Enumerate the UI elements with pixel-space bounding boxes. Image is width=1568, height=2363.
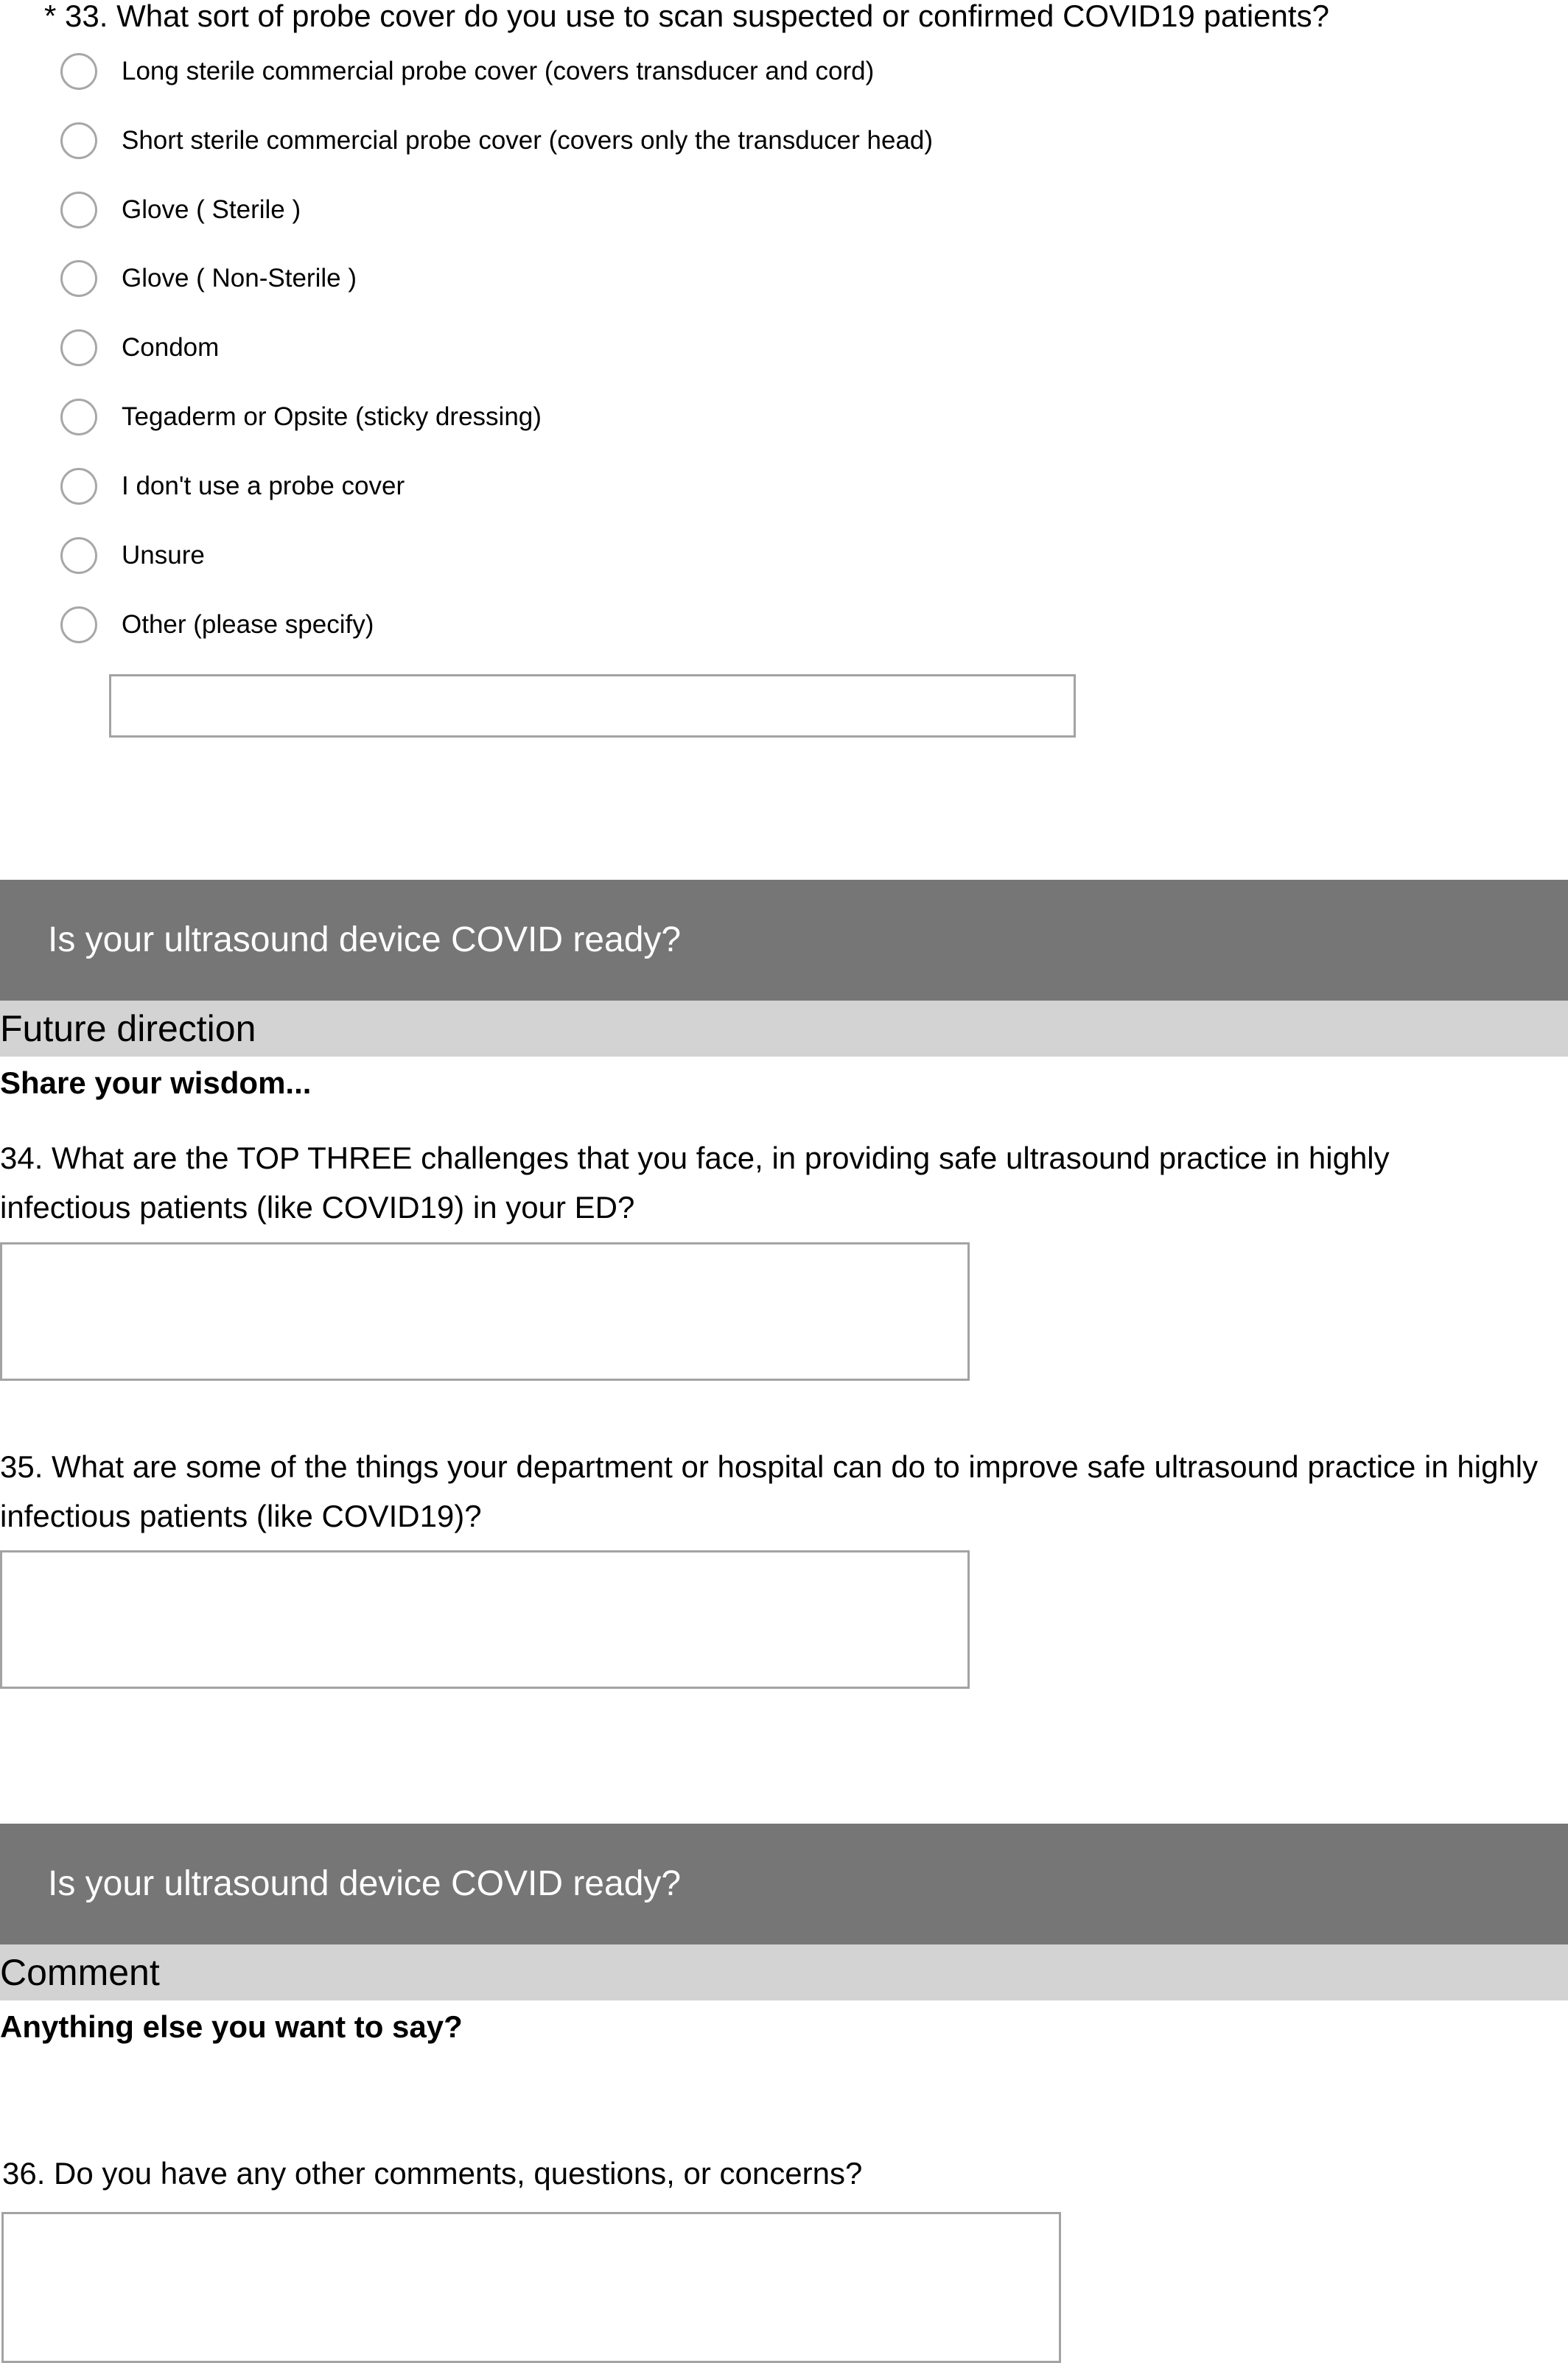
- question-34-textarea[interactable]: [0, 1242, 970, 1381]
- option-label[interactable]: I don't use a probe cover: [122, 472, 405, 500]
- banner-title: Is your ultrasound device COVID ready?: [48, 1864, 682, 1903]
- question-33-title: * 33. What sort of probe cover do you use to scan suspected or confirmed COVID19 patients?: [44, 0, 1329, 33]
- option-tegaderm[interactable]: [60, 395, 542, 439]
- radio-button[interactable]: [60, 606, 97, 643]
- option-label[interactable]: Glove ( Non-Sterile ): [122, 264, 357, 293]
- section-description: Anything else you want to say?: [0, 2009, 463, 2044]
- question-34-title: 34. What are the TOP THREE challenges that you face, in providing safe ultrasound practice in highly infectious patients (like COVID19) in your ED?: [0, 1141, 1390, 1225]
- question-35-title: 35. What are some of the things your department or hospital can do to improve safe ultrasound practice in highly infectious patients (like COVID19)?: [0, 1449, 1539, 1533]
- page-banner: [0, 1824, 1568, 1944]
- section-header: [0, 1001, 1568, 1057]
- radio-button[interactable]: [60, 468, 97, 505]
- option-glove-non-sterile[interactable]: [60, 256, 357, 301]
- radio-button[interactable]: [60, 53, 97, 90]
- option-label[interactable]: Short sterile commercial probe cover (covers only the transducer head): [122, 126, 934, 155]
- section-description: Share your wisdom...: [0, 1065, 312, 1100]
- question-36-textarea[interactable]: [1, 2212, 1061, 2363]
- section-title: Future direction: [0, 1008, 256, 1049]
- radio-button[interactable]: [60, 260, 97, 297]
- option-label[interactable]: Tegaderm or Opsite (sticky dressing): [122, 402, 542, 431]
- option-glove-sterile[interactable]: [60, 188, 301, 232]
- option-condom[interactable]: [60, 326, 219, 370]
- option-unsure[interactable]: [60, 533, 205, 578]
- option-no-probe-cover[interactable]: [60, 464, 405, 508]
- option-other[interactable]: [60, 603, 374, 647]
- section-title: Comment: [0, 1952, 160, 1993]
- other-specify-input[interactable]: [109, 674, 1076, 738]
- option-label[interactable]: Condom: [122, 333, 220, 362]
- radio-button[interactable]: [60, 122, 97, 159]
- option-label[interactable]: Unsure: [122, 541, 205, 570]
- option-short-sterile-cover[interactable]: [60, 119, 933, 163]
- option-long-sterile-cover[interactable]: [60, 49, 874, 94]
- page-banner: [0, 880, 1568, 1001]
- option-label[interactable]: Long sterile commercial probe cover (covers transducer and cord): [122, 57, 875, 85]
- radio-button[interactable]: [60, 399, 97, 435]
- question-35-textarea[interactable]: [0, 1550, 970, 1689]
- radio-button[interactable]: [60, 192, 97, 228]
- banner-title: Is your ultrasound device COVID ready?: [48, 920, 682, 959]
- section-header: [0, 1944, 1568, 2000]
- radio-button[interactable]: [60, 537, 97, 574]
- option-label[interactable]: Other (please specify): [122, 610, 374, 639]
- option-label[interactable]: Glove ( Sterile ): [122, 195, 301, 224]
- radio-button[interactable]: [60, 329, 97, 366]
- question-36-title: 36. Do you have any other comments, questions, or concerns?: [2, 2156, 863, 2191]
